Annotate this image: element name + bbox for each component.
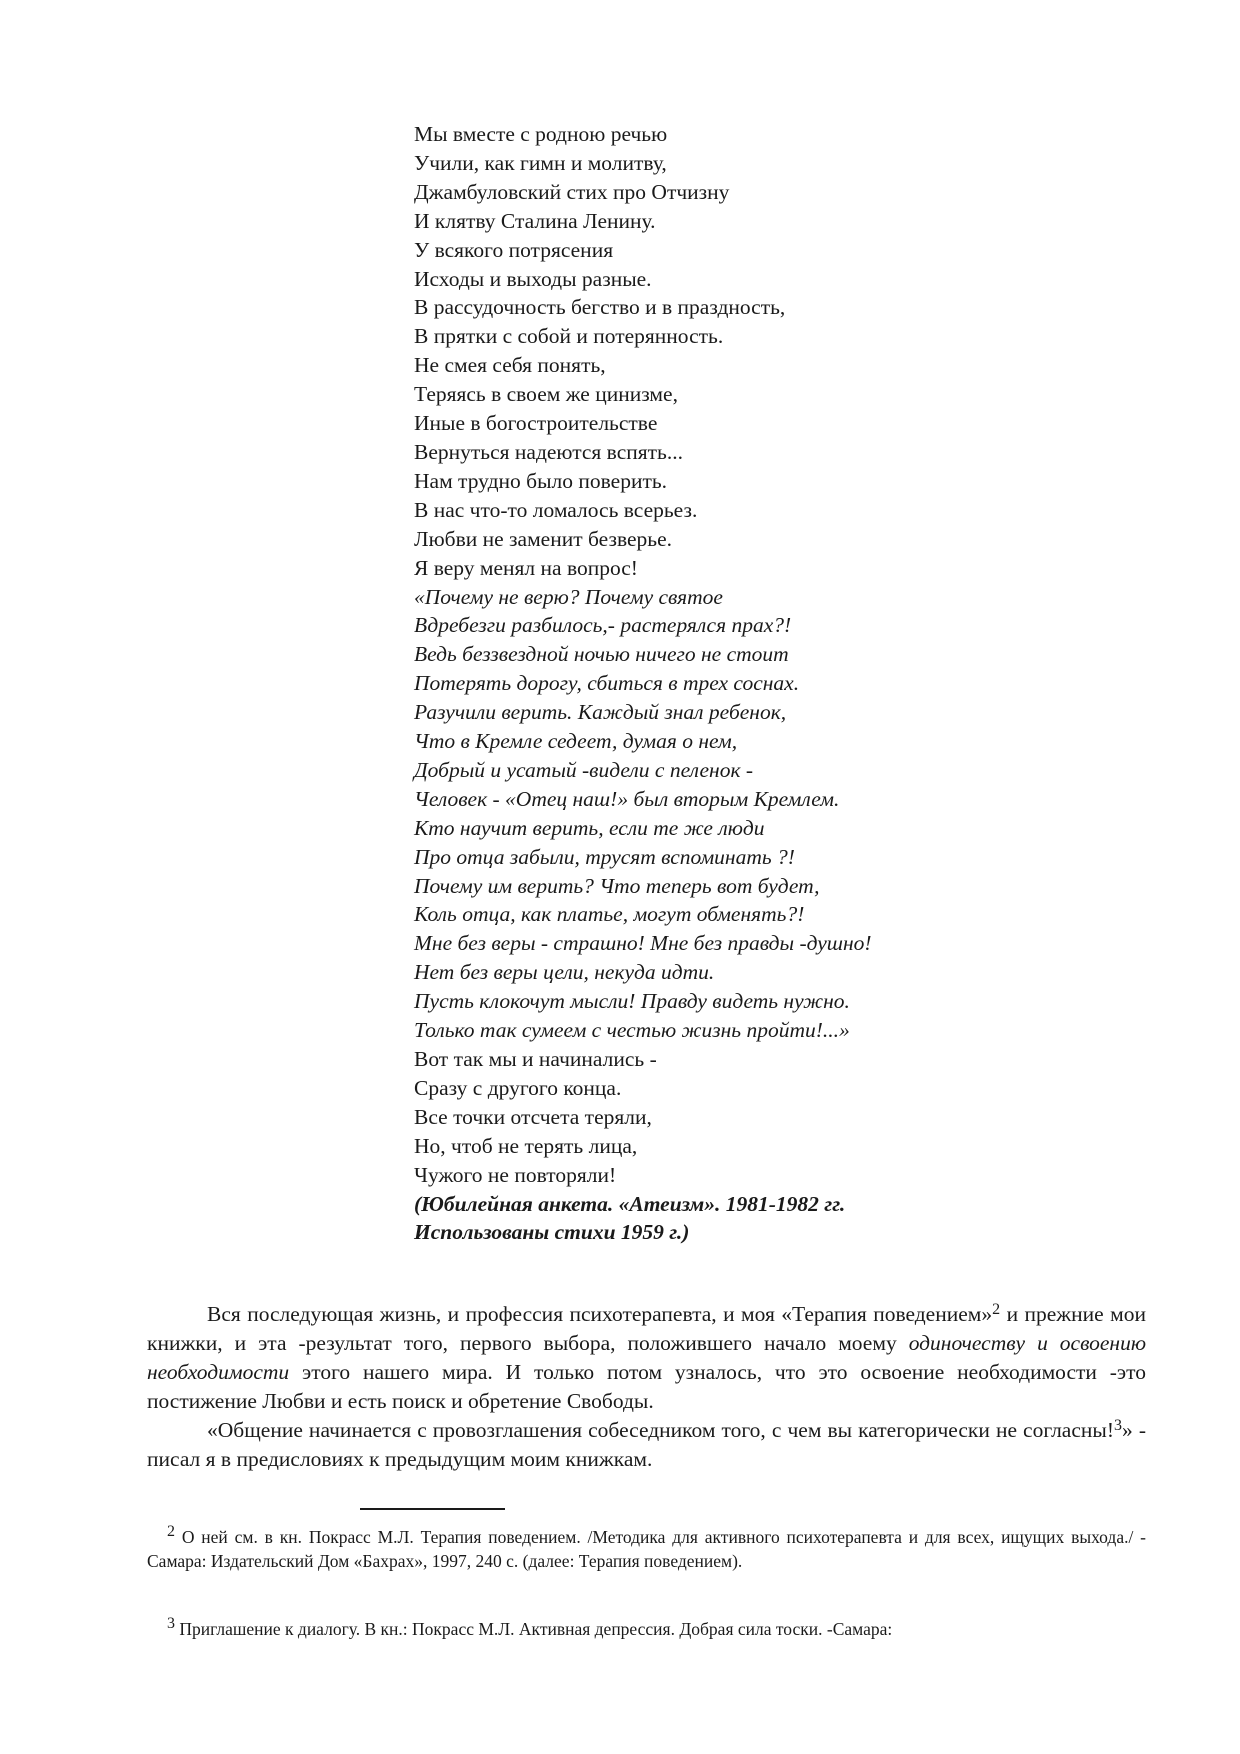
poem-line: Чужого не повторяли! (414, 1162, 617, 1187)
footnote-ref-2[interactable]: 2 (992, 1301, 1001, 1318)
poem-line: В рассудочность бегство и в праздность, (414, 295, 786, 320)
footnote-mark: 3 (167, 1615, 175, 1632)
emphasis: одиночеству и освоению необходимости (147, 1331, 1146, 1384)
poem-line: Иные в богостроительстве (414, 411, 658, 436)
poem-line: Нам трудно было поверить. (414, 468, 668, 493)
footnote-3 (147, 1617, 1146, 1641)
poem-line: Что в Кремле седеет, думая о нем, (414, 729, 738, 754)
poem-line: Любви не заменит безверье. (414, 526, 672, 551)
poem-line: Почему им верить? Что теперь вот будет, (414, 873, 820, 898)
poem-line: В нас что-то ломалось всерьез. (414, 497, 698, 522)
poem-line: Про отца забыли, трусят вспоминать ?! (414, 844, 795, 869)
poem-line: Джамбуловский стих про Отчизну (414, 179, 730, 204)
poem-line: Ведь беззвездной ночью ничего не стоит (414, 642, 789, 667)
paragraph-2: «Общение начинается с провозглашения собеседником того, с чем вы категорически не согласны!$^3$» - писал я в предисловиях к предыдущим моим книжкам. (147, 1417, 1146, 1471)
poem-line: Нет без веры цели, некуда идти. (414, 960, 715, 985)
poem-line: Человек - «Отец наш!» был вторым Кремлем. (414, 786, 840, 811)
footnote-ref-3[interactable]: 3 (1114, 1417, 1123, 1434)
poem-line: Потерять дорогу, сбиться в трех соснах. (414, 671, 800, 696)
footnote-text: О ней см. в кн. Покрасс М.Л. Терапия поведением. /Методика для активного психотерапевта и для всех, ищущих выхода./ - Самара: Издательский Дом «Бахрах», 1997, 240 с. (далее: Терапия поведением). (147, 1527, 1146, 1571)
poem (414, 120, 872, 1247)
paragraph-1: Вся последующая жизнь, и профессия психотерапевта, и моя «Терапия поведением»$^2$ и прежние мои книжки, и эта -результат того, первого выбора, положившего начало моему одиночеству и освоению необходимости этого нашего мира. И только потом узналось, что это освоение необходимости -это постижение Любви и есть поиск и обретение Свободы. (147, 1301, 1146, 1413)
footnote-mark: 2 (167, 1523, 175, 1540)
poem-line: «Почему не верю? Почему святое (414, 584, 723, 609)
poem-stanza-1 (414, 120, 872, 583)
footnote-text: Приглашение к диалогу. В кн.: Покрасс М.Л. Активная депрессия. Добрая сила тоски. -Самара: (175, 1619, 893, 1639)
poem-line: Учили, как гимн и молитву, (414, 150, 667, 175)
poem-line: У всякого потрясения (414, 237, 614, 262)
poem-source-line: Использованы стихи 1959 г.) (414, 1220, 690, 1245)
poem-line: Я веру менял на вопрос! (414, 555, 638, 580)
footnote-separator (360, 1508, 505, 1510)
poem-line: Мы вместе с родною речью (414, 122, 668, 146)
poem-line: Но, чтоб не терять лица, (414, 1133, 638, 1158)
poem-source-line: (Юбилейная анкета. «Атеизм». 1981-1982 гг. (414, 1191, 846, 1216)
poem-source (414, 1190, 872, 1248)
poem-line: Только так сумеем с честью жизнь пройти!...» (414, 1018, 850, 1043)
poem-italic-stanza (414, 583, 872, 1046)
poem-line: Вот так мы и начинались - (414, 1047, 657, 1071)
poem-line: Все точки отсчета теряли, (414, 1104, 652, 1129)
poem-line: И клятву Сталина Ленину. (414, 208, 656, 233)
body-text (147, 1300, 1146, 1474)
poem-line: Разучили верить. Каждый знал ребенок, (414, 700, 787, 725)
poem-line: Вернуться надеются вспять... (414, 439, 683, 464)
poem-line: Добрый и усатый -видели с пеленок - (414, 757, 754, 782)
poem-line: Мне без веры - страшно! Мне без правды -душно! (414, 931, 872, 956)
poem-line: Исходы и выходы разные. (414, 266, 652, 291)
poem-line: Пусть клокочут мысли! Правду видеть нужно. (414, 989, 850, 1014)
poem-line: В прятки с собой и потерянность. (414, 324, 724, 349)
poem-stanza-2 (414, 1045, 872, 1190)
poem-line: Сразу с другого конца. (414, 1075, 622, 1100)
poem-line: Кто научит верить, если те же люди (414, 815, 765, 840)
poem-line: Теряясь в своем же цинизме, (414, 382, 678, 407)
poem-line: Коль отца, как платье, могут обменять?! (414, 902, 805, 927)
poem-line: Вдребезги разбилось,- растерялся прах?! (414, 613, 792, 638)
poem-line: Не смея себя понять, (414, 353, 606, 378)
footnote-2 (147, 1525, 1146, 1573)
